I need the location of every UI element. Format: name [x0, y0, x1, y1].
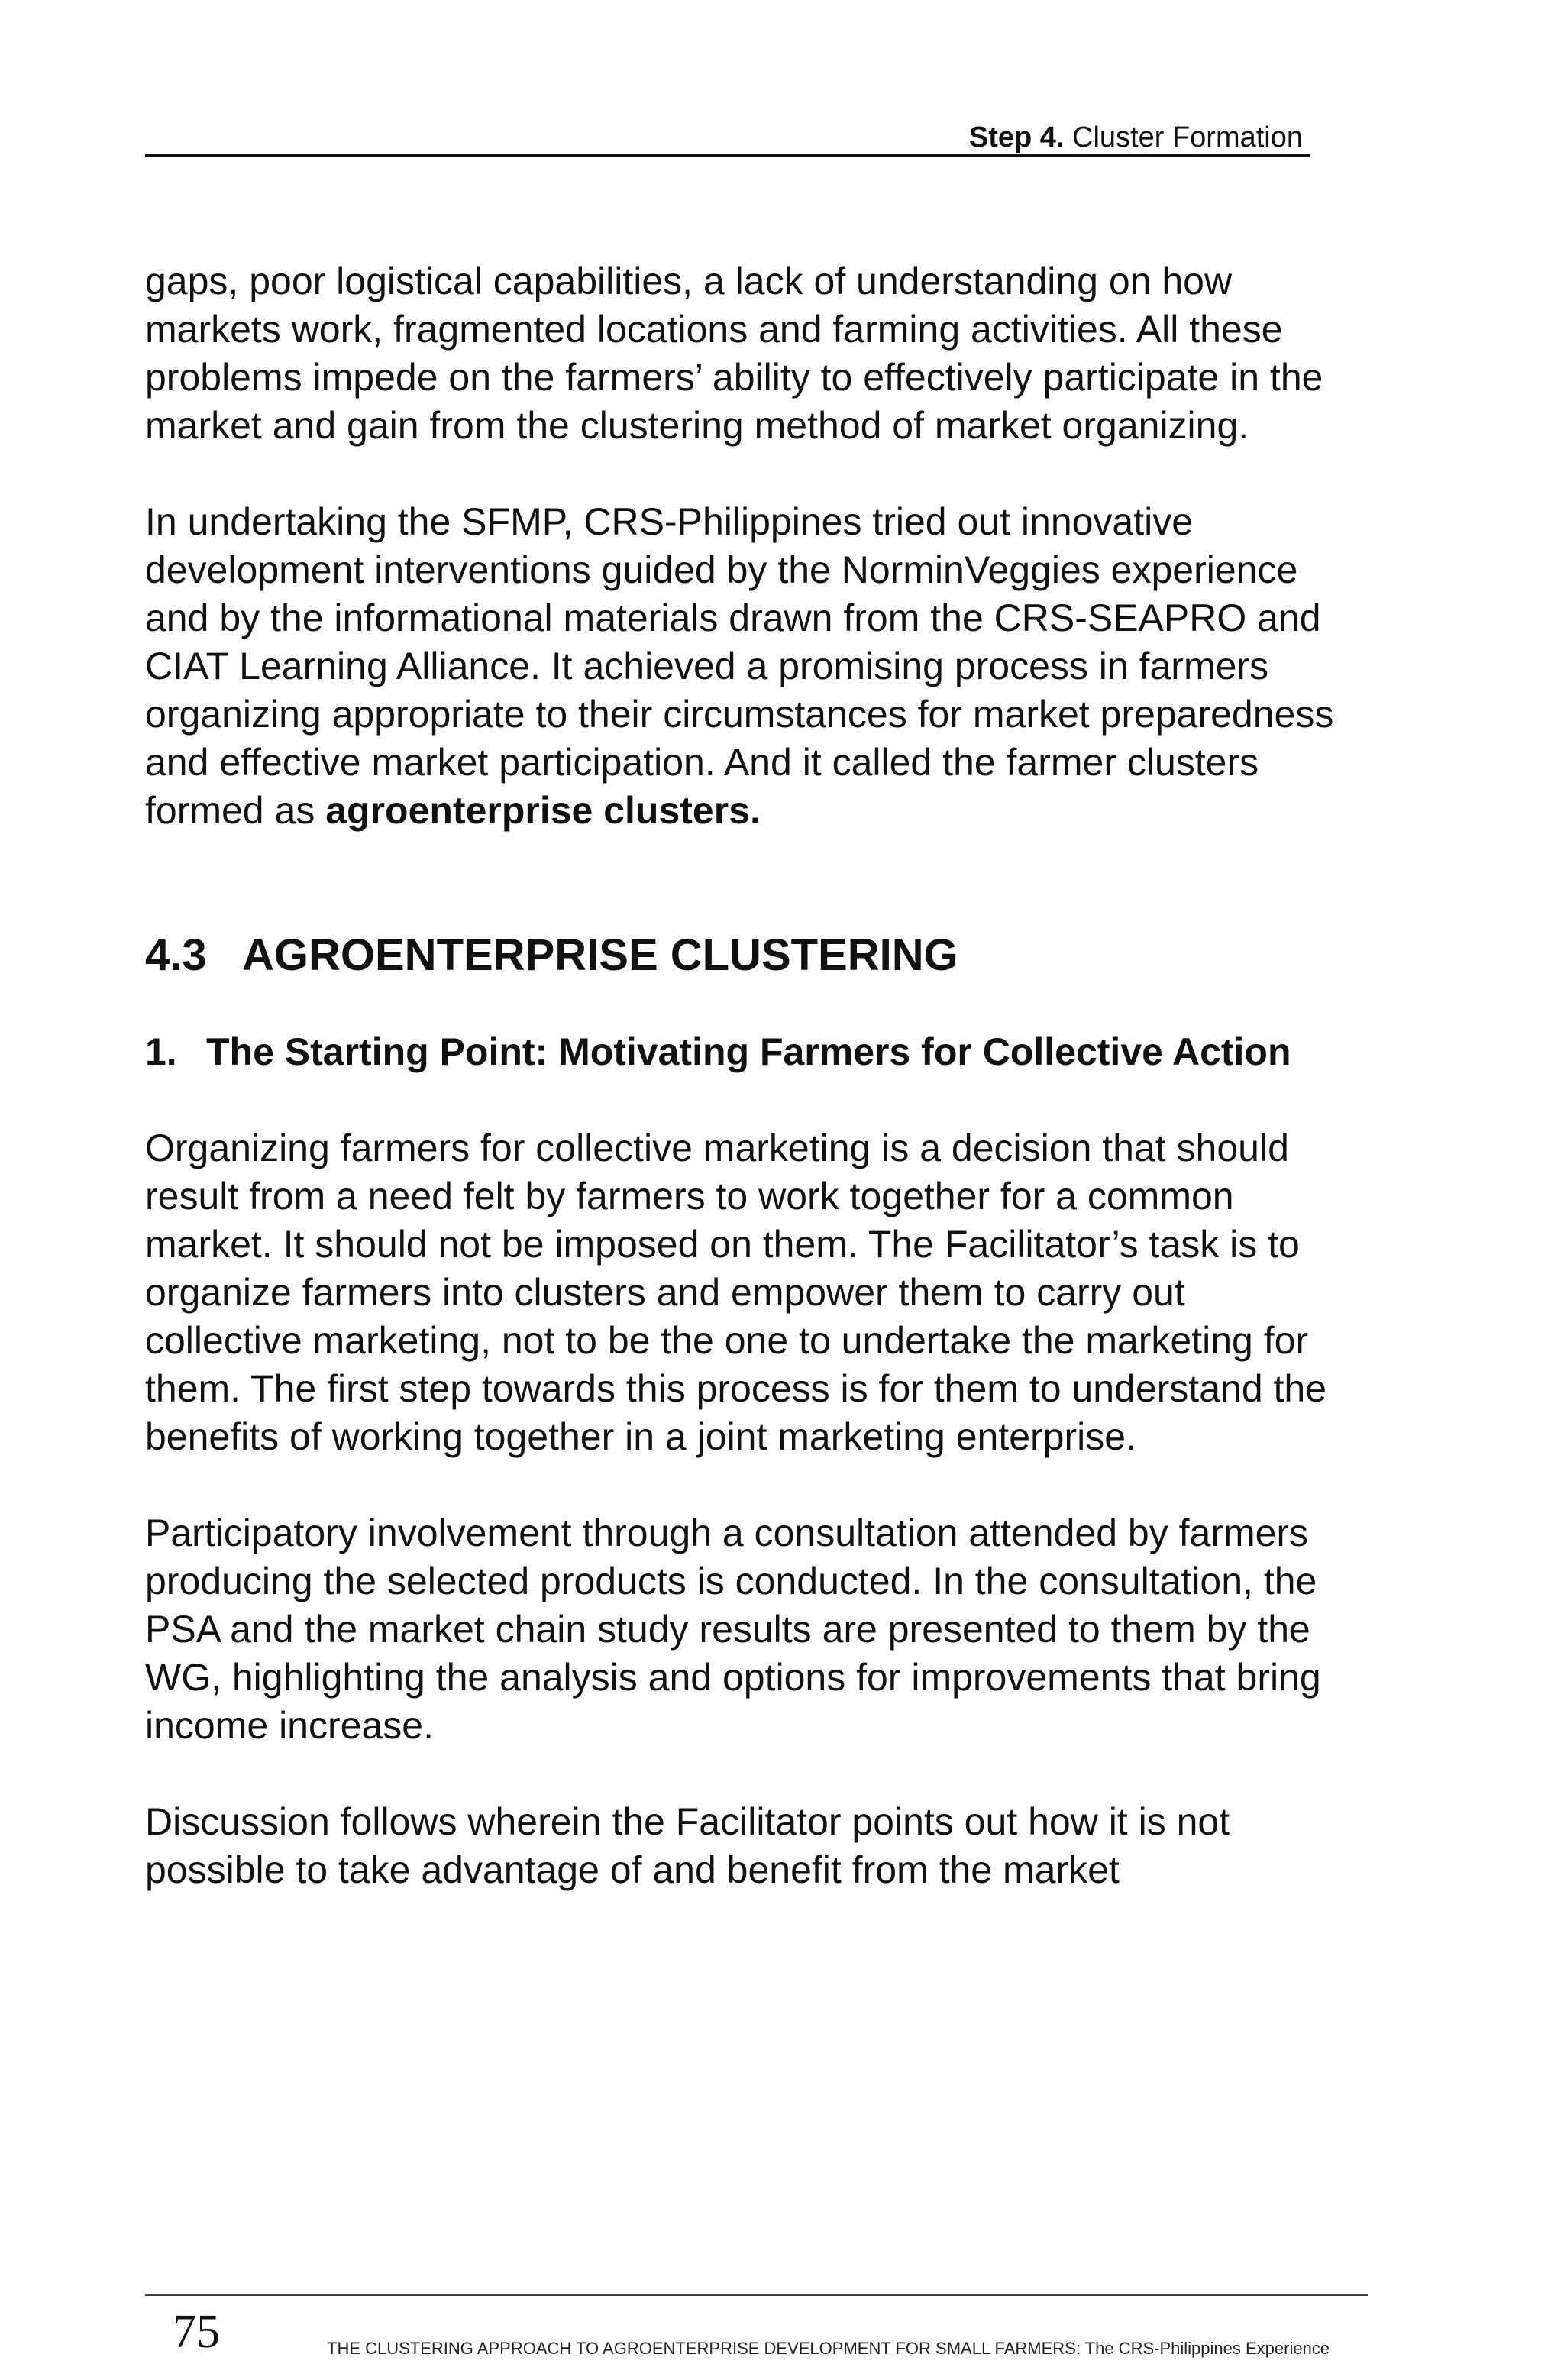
paragraph-participatory: Participatory involvement through a consultation attended by farmers producing the selected products is conducted. In the consultation, the PSA and the market chain study results are presented to them by the WG, highlighting the analysis and options for improvements that bring income increase.	[145, 1512, 1321, 1747]
running-header	[145, 121, 1310, 154]
footer-rule	[145, 2294, 1368, 2296]
paragraph-sfmp-text: In undertaking the SFMP, CRS-Philippines tried out innovative development interventions guided by the NorminVeggies experience and by the informational materials drawn from the CRS-SEAPRO and CIAT Learning Alliance. It achieved a promising process in farmers organizing appropriate to their circumstances for market preparedness and effective market participation. And it called the farmer clusters formed as	[145, 500, 1334, 832]
paragraph-continued: gaps, poor logistical capabilities, a lack of understanding on how markets work, fragmented locations and farming activities. All these problems impede on the farmers’ ability to effectively participate in the market and gain from the clustering method of market organizing.	[145, 260, 1323, 447]
section-number: 4.3	[145, 930, 207, 980]
subsection-title: The Starting Point: Motivating Farmers for Collective Action	[206, 1030, 1291, 1073]
header-rule	[145, 154, 1310, 157]
paragraph-sfmp-bold: agroenterprise clusters.	[325, 789, 761, 832]
section-heading	[145, 931, 1336, 980]
page-content	[145, 257, 1336, 1894]
running-header-title: Cluster Formation	[1072, 121, 1303, 154]
subsection-heading	[145, 1028, 1336, 1076]
paragraph-discussion: Discussion follows wherein the Facilitator points out how it is not possible to take advantage of and benefit from the market	[145, 1800, 1230, 1891]
footer-book-title: THE CLUSTERING APPROACH TO AGROENTERPRISE DEVELOPMENT FOR SMALL FARMERS: The CRS-Philippines Experience	[327, 2339, 1330, 2358]
subsection-number: 1.	[145, 1030, 177, 1073]
paragraph-organizing: Organizing farmers for collective marketing is a decision that should result from a need felt by farmers to work together for a common market. It should not be imposed on them. The Facilitator’s task is to organize farmers into clusters and empower them to carry out collective marketing, not to be the one to undertake the marketing for them. The first step towards this process is for them to understand the benefits of working together in a joint marketing enterprise.	[145, 1127, 1327, 1458]
running-header-step: Step 4.	[968, 121, 1065, 154]
paragraph-sfmp	[145, 498, 1336, 835]
page-number: 75	[173, 2306, 220, 2358]
section-title: AGROENTERPRISE CLUSTERING	[242, 930, 958, 980]
